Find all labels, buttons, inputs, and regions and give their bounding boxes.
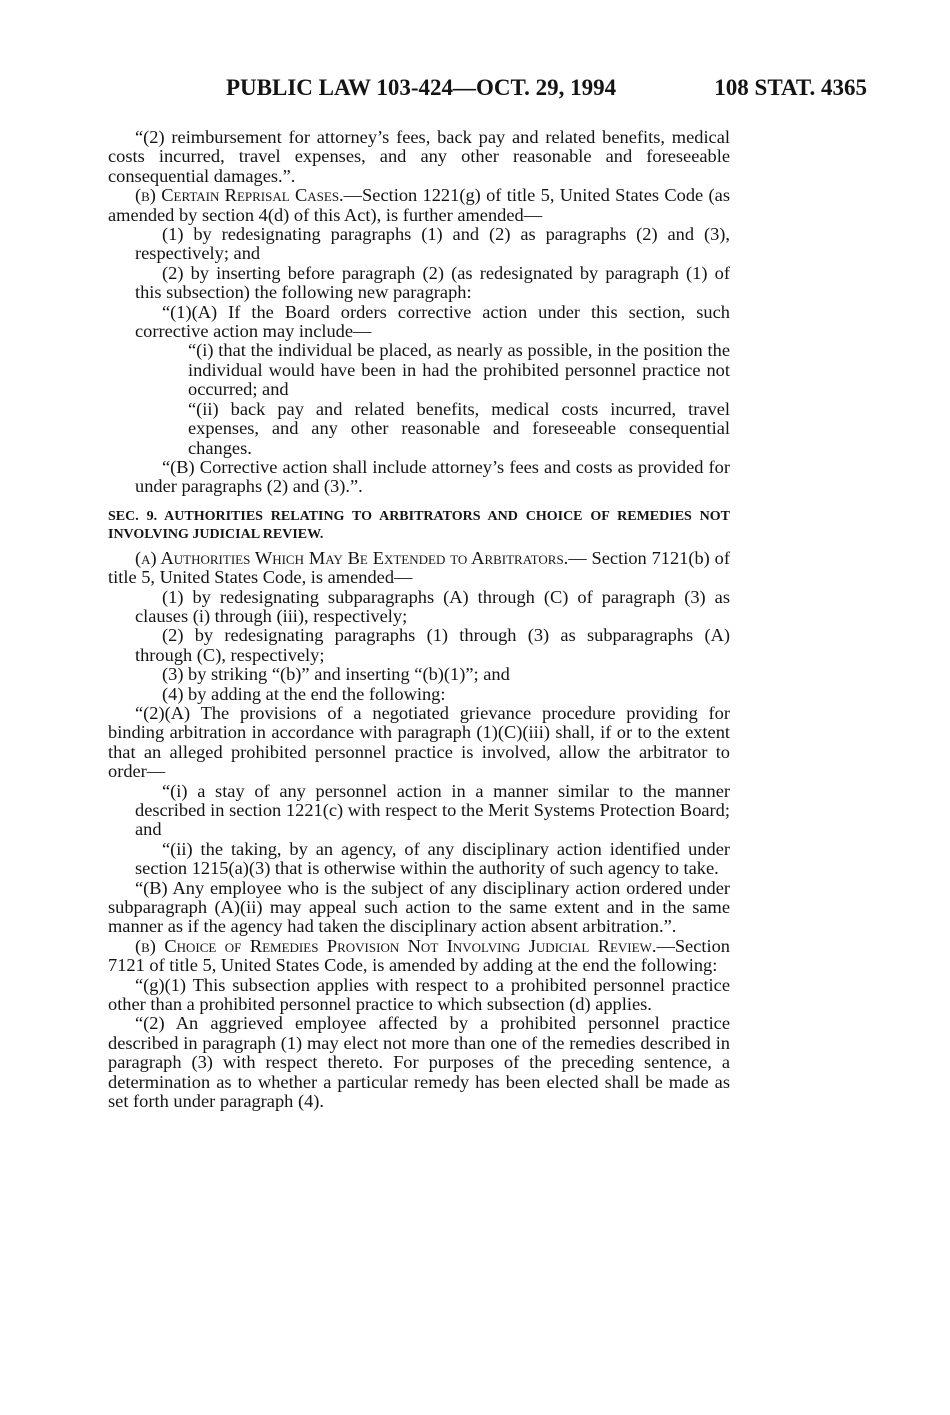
page-header (0, 75, 950, 109)
statute-body (108, 128, 730, 1112)
subsection-heading: (b) Certain Reprisal Cases. (135, 185, 344, 206)
paragraph: “(1)(A) If the Board orders corrective action under this section, such corrective action may include— (135, 301, 730, 342)
paragraph: (2) by inserting before paragraph (2) (as redesignated by paragraph (1) of this subsection) the following new paragraph: (135, 262, 730, 303)
paragraph: “(ii) the taking, by an agency, of any disciplinary action identified under section 1215(a)(3) that is otherwise within the authority of such agency to take. (135, 838, 730, 879)
subsection-a-authorities (108, 549, 730, 588)
paragraph: “(B) Any employee who is the subject of any disciplinary action ordered under subparagraph (A)(ii) may appeal such action to the same extent and in the same manner as if the agency had taken the disciplinary action absent arbitration.”. (108, 877, 730, 937)
clause: “(i) that the individual be placed, as nearly as possible, in the position the individual would have been in had the prohibited personnel practice not occurred; and (188, 340, 730, 400)
paragraph: “(2) An aggrieved employee affected by a prohibited personnel practice described in paragraph (1) may elect not more than one of the remedies described in paragraph (3) with respect thereto. For purposes of the preceding sentence, a determination as to whether a particular remedy has been elected shall be made as set forth under paragraph (4). (108, 1013, 730, 1112)
subsection-text: —Section 1221(g) of title 5, United States Code (as amended by section 4(d) of this Act), is further amended— (108, 185, 730, 225)
paragraph: (1) by redesignating paragraphs (1) and (2) as paragraphs (2) and (3), respectively; and (135, 224, 730, 264)
section-9-heading: SEC. 9. AUTHORITIES RELATING TO ARBITRATORS AND CHOICE OF REMEDIES NOT INVOLVING JUDICIAL REVIEW. (108, 508, 730, 542)
subsection-text: — Section 7121(b) of title 5, United States Code, is amended— (108, 547, 730, 588)
subsection-b-certain-reprisal (108, 186, 730, 225)
paragraph: “(i) a stay of any personnel action in a manner similar to the manner described in section 1221(c) with respect to the Merit Systems Protection Board; and (135, 780, 730, 840)
stat-citation: 108 STAT. 4365 (714, 75, 867, 100)
subsection-b-choice-of-remedies (108, 937, 730, 976)
subsection-heading: (b) Choice of Remedies Provision Not Involving Judicial Review. (135, 935, 657, 956)
clause: “(ii) back pay and related benefits, medical costs incurred, travel expenses, and any other reasonable and foreseeable consequential changes. (188, 398, 730, 458)
paragraph: (3) by striking “(b)” and inserting “(b)(1)”; and (162, 664, 510, 685)
paragraph: (1) by redesignating subparagraphs (A) through (C) of paragraph (3) as clauses (i) through (iii), respectively; (135, 586, 730, 626)
paragraph: “(2) reimbursement for attorney’s fees, back pay and related benefits, medical costs incurred, travel expenses, and any other reasonable and foreseeable consequential damages.”. (108, 127, 730, 186)
subsection-text: —Section 7121 of title 5, United States Code, is amended by adding at the end the following: (108, 935, 730, 976)
paragraph: “(B) Corrective action shall include attorney’s fees and costs as provided for under paragraphs (2) and (3).”. (135, 456, 730, 497)
paragraph: “(g)(1) This subsection applies with respect to a prohibited personnel practice other than a prohibited personnel practice to which subsection (d) applies. (108, 974, 730, 1015)
paragraph: (2) by redesignating paragraphs (1) through (3) as subparagraphs (A) through (C), respectively; (135, 625, 730, 665)
paragraph: (4) by adding at the end the following: (162, 683, 446, 704)
law-title: PUBLIC LAW 103-424—OCT. 29, 1994 (226, 75, 617, 100)
paragraph: “(2)(A) The provisions of a negotiated grievance procedure providing for binding arbitration in accordance with paragraph (1)(C)(iii) shall, if or to the extent that an alleged prohibited personnel practice is involved, allow the arbitrator to order— (108, 702, 730, 782)
subsection-heading: (a) Authorities Which May Be Extended to Arbitrators. (135, 547, 569, 568)
